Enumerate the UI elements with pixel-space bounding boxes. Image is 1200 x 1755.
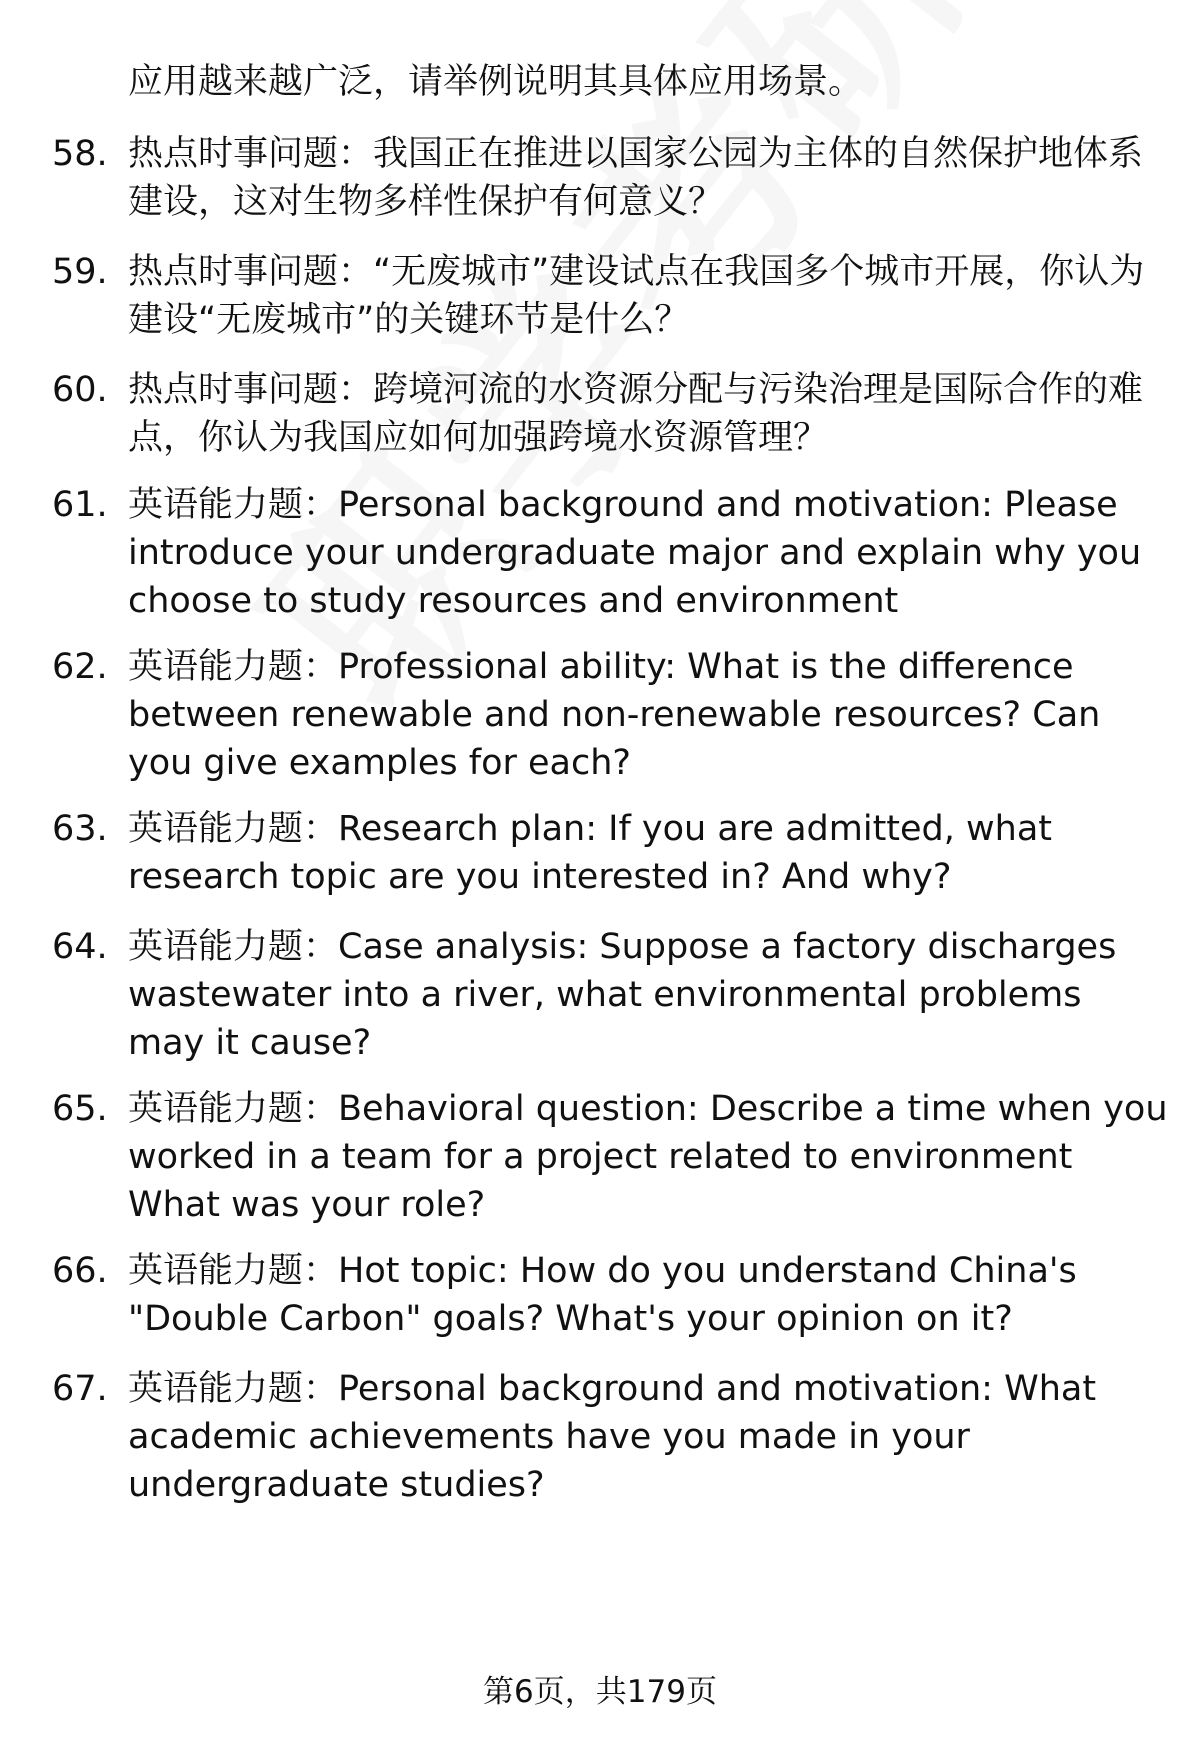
question-number: 65.	[52, 1089, 108, 1129]
question-text: 英语能力题：Hot topic: How do you understand China's "Double Carbon" goals? What's your opinion on it?	[128, 1251, 1077, 1339]
question-text: 英语能力题：Personal background and motivation: Please introduce your undergraduate major and explain why you choose to study resources and environment	[128, 485, 1142, 621]
page-footer: 第6页，共179页	[483, 1674, 717, 1710]
question-item	[52, 1365, 1168, 1509]
question-text: 英语能力题：Professional ability: What is the difference between renewable and non-renewable resources? Can you give examples for each?	[128, 647, 1101, 783]
question-number: 58.	[52, 134, 108, 174]
question-text: 英语能力题：Personal background and motivation: What academic achievements have you made in your undergraduate studies?	[128, 1369, 1097, 1505]
question-item	[52, 1085, 1168, 1229]
question-number: 61.	[52, 485, 108, 525]
question-number: 66.	[52, 1251, 108, 1291]
continuation-text: 应用越来越广泛，请举例说明其具体应用场景。	[128, 62, 864, 102]
question-text: 英语能力题：Case analysis: Suppose a factory discharges wastewater into a river, what environmental problems may it cause?	[128, 927, 1117, 1063]
question-number: 59.	[52, 252, 108, 292]
question-number: 63.	[52, 809, 108, 849]
question-item	[52, 1247, 1168, 1343]
question-item	[52, 923, 1168, 1067]
question-item	[52, 805, 1168, 901]
question-text: 热点时事问题：跨境河流的水资源分配与污染治理是国际合作的难点，你认为我国应如何加强跨境水资源管理？	[128, 370, 1144, 458]
question-item	[52, 130, 1168, 226]
question-text: 热点时事问题：我国正在推进以国家公园为主体的自然保护地体系建设，这对生物多样性保护有何意义？	[128, 134, 1144, 222]
question-number: 60.	[52, 370, 108, 410]
question-number: 67.	[52, 1369, 108, 1409]
question-text: 英语能力题：Behavioral question: Describe a time when you worked in a team for a project related to environment What was your role?	[128, 1089, 1168, 1225]
question-item	[52, 481, 1168, 625]
question-text: 英语能力题：Research plan: If you are admitted, what research topic are you interested in? And why?	[128, 809, 1052, 897]
question-item	[52, 248, 1168, 344]
question-text: 热点时事问题：“无废城市”建设试点在我国多个城市开展，你认为建设“无废城市”的关键环节是什么？	[128, 252, 1145, 340]
question-number: 62.	[52, 647, 108, 687]
question-number: 64.	[52, 927, 108, 967]
question-item	[52, 643, 1168, 787]
question-item	[52, 366, 1168, 462]
